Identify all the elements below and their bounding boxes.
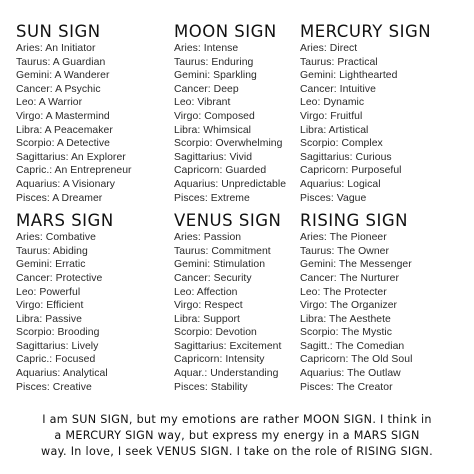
list-item: Aries: Combative bbox=[16, 232, 96, 244]
list-item: Pisces: The Creator bbox=[300, 381, 393, 393]
list-item: Pisces: Extreme bbox=[174, 192, 250, 204]
caption-line: I am SUN SIGN, but my emotions are rather MOON SIGN. I think in bbox=[42, 413, 432, 426]
list-item: Libra: Support bbox=[174, 313, 240, 325]
list-item: Scorpio: A Detective bbox=[16, 138, 110, 150]
list-item: Sagittarius: An Explorer bbox=[16, 151, 126, 163]
list-item: Virgo: A Mastermind bbox=[16, 110, 110, 122]
list-item: Sagittarius: Curious bbox=[300, 151, 392, 163]
list-item: Gemini: A Wanderer bbox=[16, 70, 110, 82]
section-heading: MOON SIGN bbox=[174, 22, 277, 41]
section-moon-sign bbox=[174, 22, 300, 205]
list-item: Leo: The Protecter bbox=[300, 286, 387, 298]
list-item: Taurus: The Owner bbox=[300, 245, 390, 257]
list-item: Pisces: Creative bbox=[16, 381, 92, 393]
section-mercury-sign bbox=[300, 22, 464, 205]
list-item: Libra: Artistical bbox=[300, 124, 369, 136]
section-rising-sign bbox=[300, 211, 464, 394]
list-item: Gemini: Sparkling bbox=[174, 70, 257, 82]
list-item: Cancer: Intuitive bbox=[300, 83, 376, 95]
caption-text bbox=[10, 412, 464, 460]
list-item: Aquarius: A Visionary bbox=[16, 178, 116, 190]
list-item: Sagittarius: Vivid bbox=[174, 151, 253, 163]
list-item: Virgo: Efficient bbox=[16, 300, 84, 312]
list-item: Leo: Affection bbox=[174, 286, 238, 298]
list-item: Aquarius: Logical bbox=[300, 178, 381, 190]
list-item: Libra: A Peacemaker bbox=[16, 124, 113, 136]
list-item: Cancer: Security bbox=[174, 272, 252, 284]
list-item: Libra: Passive bbox=[16, 313, 82, 325]
list-item: Aries: Direct bbox=[300, 43, 358, 54]
list-item: Scorpio: Complex bbox=[300, 138, 383, 150]
section-venus-sign bbox=[174, 211, 300, 394]
list-item: Capricorn: Guarded bbox=[174, 165, 267, 177]
list-item: Leo: A Warrior bbox=[16, 97, 83, 109]
list-item: Aries: The Pioneer bbox=[300, 232, 387, 244]
list-item: Scorpio: Brooding bbox=[16, 327, 100, 339]
list-item: Virgo: The Organizer bbox=[300, 300, 398, 312]
section-sun-sign bbox=[16, 22, 174, 205]
section-heading: VENUS SIGN bbox=[174, 211, 282, 231]
list-item: Leo: Vibrant bbox=[174, 97, 231, 109]
list-item: Taurus: Enduring bbox=[174, 56, 254, 68]
list-item: Capricorn: Purposeful bbox=[300, 165, 402, 177]
list-item: Scorpio: Devotion bbox=[174, 327, 257, 339]
list-item: Gemini: Lighthearted bbox=[300, 70, 398, 82]
list-item: Gemini: Stimulation bbox=[174, 259, 266, 271]
list-item: Aquarius: Unpredictable bbox=[174, 178, 287, 190]
list-item: Taurus: Abiding bbox=[16, 245, 88, 257]
list-item: Aquarius: Analytical bbox=[16, 368, 108, 380]
list-item: Capric.: An Entrepreneur bbox=[16, 165, 132, 177]
list-item: Scorpio: The Mystic bbox=[300, 327, 392, 339]
list-item: Pisces: Stability bbox=[174, 381, 248, 393]
list-item: Cancer: A Psychic bbox=[16, 83, 101, 95]
list-item: Gemini: The Messenger bbox=[300, 259, 412, 271]
list-item: Aquarius: The Outlaw bbox=[300, 368, 401, 380]
caption-line: a MERCURY SIGN way, but express my energy in a MARS SIGN bbox=[54, 429, 420, 442]
list-item: Sagittarius: Excitement bbox=[174, 340, 282, 352]
list-item: Pisces: A Dreamer bbox=[16, 192, 103, 204]
list-item: Scorpio: Overwhelming bbox=[174, 138, 283, 150]
list-item: Taurus: Commitment bbox=[174, 245, 271, 257]
list-item: Cancer: Deep bbox=[174, 83, 239, 95]
list-item: Aries: Intense bbox=[174, 43, 239, 54]
list-item: Leo: Powerful bbox=[16, 286, 81, 298]
list-item: Taurus: Practical bbox=[300, 56, 378, 68]
list-item: Capricorn: The Old Soul bbox=[300, 354, 413, 366]
list-item: Libra: Whimsical bbox=[174, 124, 252, 136]
section-heading: MERCURY SIGN bbox=[300, 22, 432, 41]
list-item: Leo: Dynamic bbox=[300, 97, 365, 109]
list-item: Gemini: Erratic bbox=[16, 259, 86, 271]
list-item: Cancer: The Nurturer bbox=[300, 272, 399, 284]
list-item: Aquar.: Understanding bbox=[174, 368, 279, 380]
list-item: Capricorn: Intensity bbox=[174, 354, 265, 366]
list-item: Libra: The Aesthete bbox=[300, 313, 391, 325]
list-item: Sagitt.: The Comedian bbox=[300, 340, 405, 352]
caption-line: way. In love, I seek VENUS SIGN. I take on the role of RISING SIGN. bbox=[41, 445, 433, 458]
list-item: Sagittarius: Lively bbox=[16, 340, 99, 352]
section-mars-sign bbox=[16, 211, 174, 394]
list-item: Capric.: Focused bbox=[16, 354, 96, 366]
list-item: Virgo: Composed bbox=[174, 110, 255, 122]
list-item: Aries: An Initiator bbox=[16, 43, 96, 54]
list-item: Virgo: Fruitful bbox=[300, 110, 363, 122]
list-item: Aries: Passion bbox=[174, 232, 242, 244]
section-heading: MARS SIGN bbox=[16, 211, 114, 231]
list-item: Cancer: Protective bbox=[16, 272, 103, 284]
section-heading: SUN SIGN bbox=[16, 22, 101, 41]
section-heading: RISING SIGN bbox=[300, 211, 409, 231]
list-item: Virgo: Respect bbox=[174, 300, 243, 312]
list-item: Taurus: A Guardian bbox=[16, 56, 106, 68]
sign-grid bbox=[16, 22, 464, 394]
list-item: Pisces: Vague bbox=[300, 192, 367, 204]
